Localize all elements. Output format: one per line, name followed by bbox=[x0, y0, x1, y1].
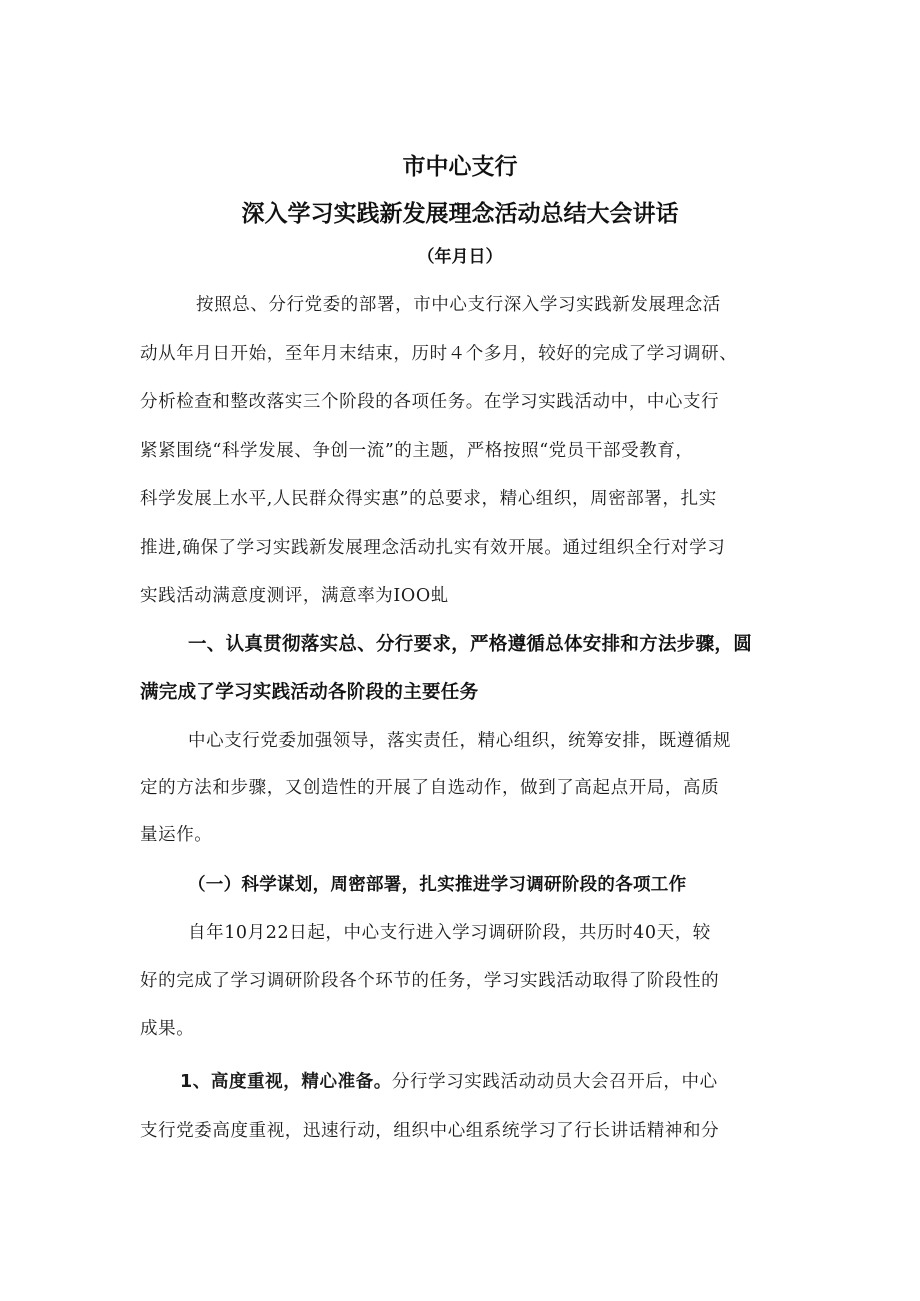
document-title-org: 市中心支行 bbox=[402, 154, 518, 180]
section-heading-1: 一、认真贯彻落实总、分行要求，严格遵循总体安排和方法步骤，圆 bbox=[188, 634, 753, 655]
para1-line: 实践活动满意度测评，满意率为IOO虬 bbox=[140, 586, 449, 606]
para4-line-2: 支行党委高度重视，迅速行动，组织中心组系统学习了行长讲话精神和分 bbox=[140, 1121, 720, 1141]
para3-line: 成果。 bbox=[140, 1019, 195, 1039]
document-date: （年月日） bbox=[417, 247, 503, 267]
para2-line: 中心支行党委加强领导，落实责任，精心组织，统筹安排，既遵循规 bbox=[188, 731, 731, 751]
subsection-heading-1: （一）科学谋划，周密部署，扎实推进学习调研阶段的各项工作 bbox=[188, 875, 687, 895]
para4-line1-text: 分行学习实践活动动员大会召开后，中心 bbox=[391, 1072, 718, 1092]
para3-line: 自年10月22日起，中心支行进入学习调研阶段，共历时40天，较 bbox=[188, 923, 711, 943]
para3-line: 好的完成了学习调研阶段各个环节的任务，学习实践活动取得了阶段性的 bbox=[140, 971, 720, 991]
para1-line: 科学发展上水平,人民群众得实惠”的总要求，精心组织，周密部署，扎实 bbox=[140, 489, 717, 509]
para4-line-1 bbox=[180, 1069, 840, 1095]
para2-line: 定的方法和步骤，又创造性的开展了自选动作，做到了高起点开局，高质 bbox=[140, 778, 720, 798]
para1-line: 紧紧围绕“科学发展、争创一流”的主题，严格按照“党员干部受教育， bbox=[140, 441, 694, 461]
para4-lead-bold: 1、高度重视，精心准备。 bbox=[180, 1072, 392, 1092]
para1-line: 按照总、分行党委的部署，市中心支行深入学习实践新发展理念活 bbox=[196, 295, 721, 315]
para1-line: 分析检查和整改落实三个阶段的各项任务。在学习实践活动中，中心支行 bbox=[140, 392, 720, 412]
document-title-main: 深入学习实践新发展理念活动总结大会讲话 bbox=[241, 201, 679, 227]
para2-line: 量运作。 bbox=[140, 825, 213, 845]
para1-line: 动从年月日开始，至年月末结束，历时４个多月，较好的完成了学习调研、 bbox=[140, 344, 738, 364]
para1-line: 推进,确保了学习实践新发展理念活动扎实有效开展。通过组织全行对学习 bbox=[140, 538, 726, 558]
section-heading-1-cont: 满完成了学习实践活动各阶段的主要任务 bbox=[140, 682, 479, 703]
